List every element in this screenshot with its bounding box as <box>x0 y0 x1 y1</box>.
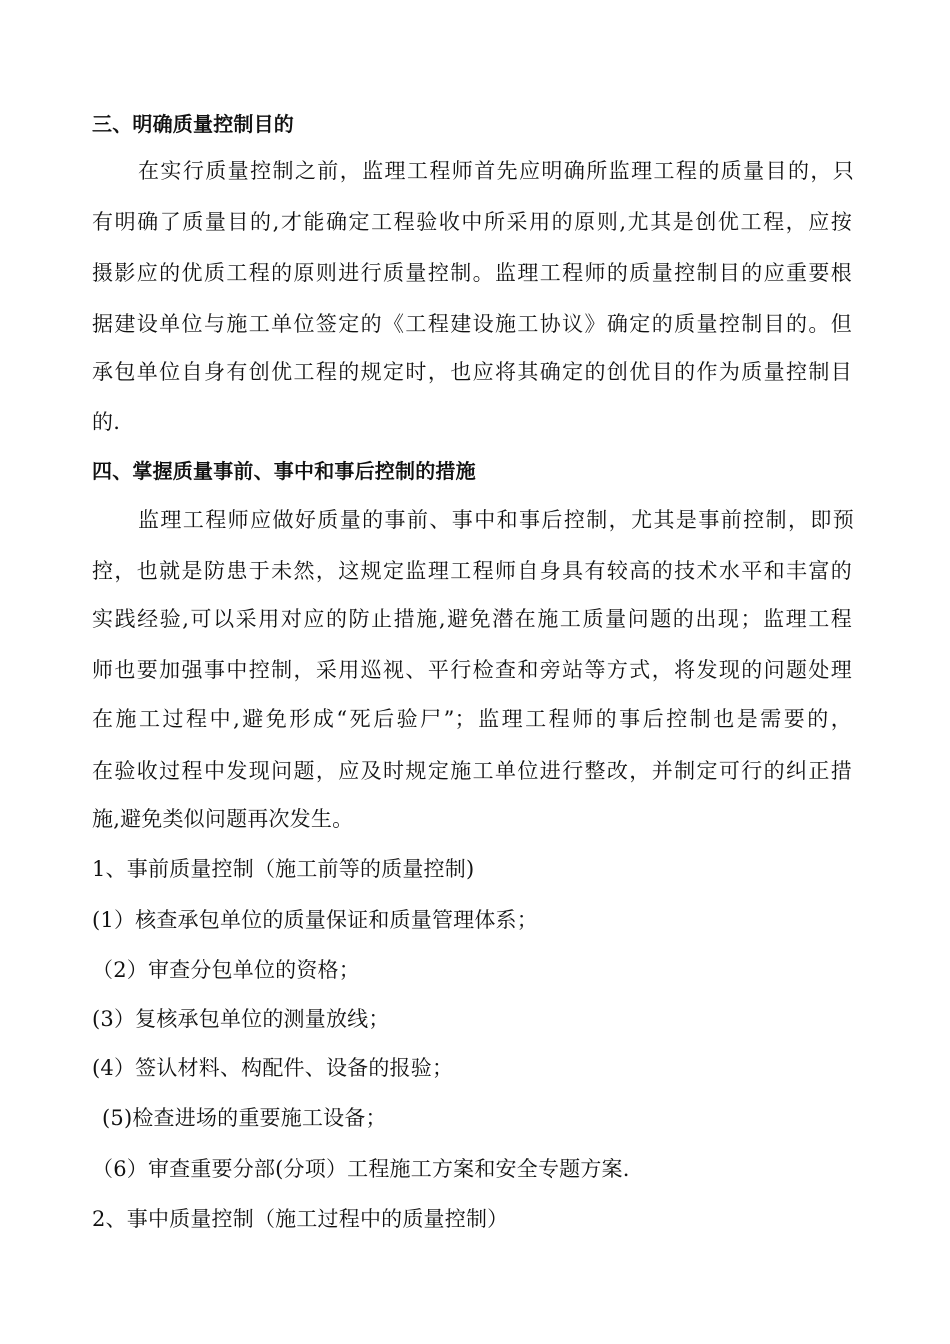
list-item: (5)检查进场的重要施工设备； <box>102 1106 387 1130</box>
section-3-paragraph-line: 摄影应的优质工程的原则进行质量控制。监理工程师的质量控制目的应重要根 <box>92 261 852 285</box>
list-item: (3）复核承包单位的测量放线； <box>92 1007 390 1031</box>
section-3-paragraph-line: 据建设单位与施工单位签定的《工程建设施工协议》确定的质量控制目的。但 <box>92 312 852 336</box>
list-item: （2）审查分包单位的资格； <box>92 958 360 982</box>
section-4-paragraph-line: 在验收过程中发现问题，应及时规定施工单位进行整改，并制定可行的纠正措 <box>92 759 852 783</box>
section-4-paragraph-line: 控，也就是防患于未然，这规定监理工程师自身具有较高的技术水平和丰富的 <box>92 559 852 583</box>
section-4-paragraph-line: 在施工过程中,避免形成“死后验尸”；监理工程师的事后控制也是需要的， <box>92 707 852 731</box>
list-item: （6）审查重要分部(分项）工程施工方案和安全专题方案. <box>92 1157 630 1181</box>
section-3-paragraph-line: 的. <box>92 410 121 434</box>
list-item: (4）签认材料、构配件、设备的报验； <box>92 1056 454 1080</box>
section-3-paragraph-line: 承包单位自身有创优工程的规定时，也应将其确定的创优目的作为质量控制目 <box>92 360 852 384</box>
section-4-paragraph-line: 施,避免类似问题再次发生。 <box>92 807 354 831</box>
section-3-paragraph-line: 有明确了质量目的,才能确定工程验收中所采用的原则,尤其是创优工程，应按 <box>92 210 852 234</box>
section-4-paragraph-line: 监理工程师应做好质量的事前、事中和事后控制，尤其是事前控制，即预 <box>138 508 854 532</box>
section-4-paragraph-line: 实践经验,可以采用对应的防止措施,避免潜在施工质量问题的出现；监理工程 <box>92 607 852 631</box>
list-2-title: 2、事中质量控制（施工过程中的质量控制） <box>92 1207 509 1231</box>
section-4-paragraph-line: 师也要加强事中控制，采用巡视、平行检查和旁站等方式，将发现的问题处理 <box>92 658 852 682</box>
list-1-title: 1、事前质量控制（施工前等的质量控制) <box>92 857 475 881</box>
section-heading-3: 三、明确质量控制目的 <box>92 112 294 136</box>
list-item: (1）核查承包单位的质量保证和质量管理体系； <box>92 908 538 932</box>
section-heading-4: 四、掌握质量事前、事中和事后控制的措施 <box>92 459 476 483</box>
section-3-paragraph-line: 在实行质量控制之前，监理工程师首先应明确所监理工程的质量目的，只 <box>138 159 854 183</box>
